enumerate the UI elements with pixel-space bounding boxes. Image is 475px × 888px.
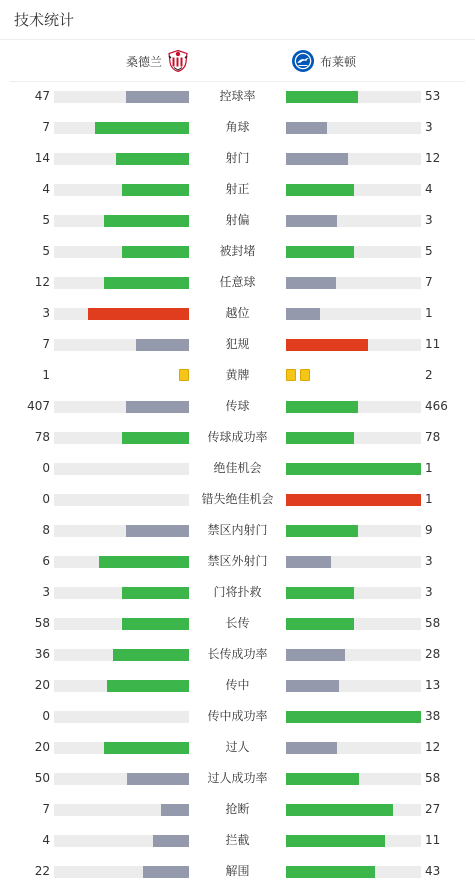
stat-row bbox=[0, 484, 475, 515]
away-value: 11 bbox=[425, 833, 441, 847]
away-value: 3 bbox=[425, 585, 433, 599]
away-value: 78 bbox=[425, 430, 441, 444]
stat-label: 禁区外射门 bbox=[207, 554, 268, 568]
away-value: 3 bbox=[425, 120, 433, 134]
home-bar-track bbox=[54, 432, 189, 444]
stat-label: 抢断 bbox=[225, 802, 250, 816]
home-bar-fill bbox=[122, 246, 190, 258]
stat-label: 传中成功率 bbox=[207, 709, 268, 723]
away-bar-track bbox=[286, 587, 421, 599]
home-bar-track bbox=[54, 463, 189, 475]
yellow-card-icon bbox=[300, 369, 310, 381]
away-value: 27 bbox=[425, 802, 441, 816]
home-bar-fill bbox=[104, 742, 189, 754]
home-bar-fill bbox=[104, 215, 189, 227]
stat-label: 过人成功率 bbox=[207, 771, 268, 785]
stat-row bbox=[0, 825, 475, 856]
stat-row bbox=[0, 639, 475, 670]
home-team[interactable] bbox=[126, 41, 190, 81]
stat-label: 传球 bbox=[225, 399, 250, 413]
page-header bbox=[0, 0, 475, 40]
home-value: 47 bbox=[34, 89, 50, 103]
stat-label: 长传 bbox=[225, 616, 250, 630]
stat-label: 长传成功率 bbox=[207, 647, 268, 661]
home-bar-track bbox=[54, 835, 189, 847]
away-bar-track bbox=[286, 463, 421, 475]
away-team-name: 布莱顿 bbox=[320, 54, 357, 69]
away-bar-track bbox=[286, 649, 421, 661]
away-value: 11 bbox=[425, 337, 441, 351]
away-yellow-cards bbox=[286, 369, 310, 382]
home-value: 7 bbox=[42, 120, 50, 134]
stat-label: 任意球 bbox=[219, 275, 256, 289]
home-bar-fill bbox=[113, 649, 189, 661]
away-value: 4 bbox=[425, 182, 433, 196]
away-bar-track bbox=[286, 122, 421, 134]
home-bar-track bbox=[54, 711, 189, 723]
away-bar-fill bbox=[286, 153, 348, 165]
away-bar-fill bbox=[286, 711, 421, 723]
home-value: 14 bbox=[34, 151, 50, 165]
home-bar-fill bbox=[95, 122, 190, 134]
home-bar-track bbox=[54, 339, 189, 351]
home-value: 22 bbox=[34, 864, 50, 878]
away-value: 9 bbox=[425, 523, 433, 537]
away-value: 58 bbox=[425, 616, 441, 630]
home-bar-fill bbox=[143, 866, 189, 878]
home-value: 3 bbox=[42, 585, 50, 599]
stat-row bbox=[0, 205, 475, 236]
sunderland-crest-icon bbox=[166, 49, 190, 73]
away-bar-track bbox=[286, 277, 421, 289]
home-bar-track bbox=[54, 246, 189, 258]
away-value: 1 bbox=[425, 306, 433, 320]
away-bar-fill bbox=[286, 122, 327, 134]
stat-label: 越位 bbox=[225, 306, 250, 320]
away-bar-fill bbox=[286, 308, 320, 320]
stat-row bbox=[0, 112, 475, 143]
away-bar-fill bbox=[286, 494, 421, 506]
home-bar-track bbox=[54, 742, 189, 754]
home-value: 0 bbox=[42, 492, 50, 506]
home-value: 3 bbox=[42, 306, 50, 320]
stat-row bbox=[0, 267, 475, 298]
stat-row bbox=[0, 329, 475, 360]
away-bar-track bbox=[286, 742, 421, 754]
home-value: 20 bbox=[34, 678, 50, 692]
away-bar-fill bbox=[286, 339, 368, 351]
away-bar-fill bbox=[286, 91, 358, 103]
away-value: 43 bbox=[425, 864, 441, 878]
stat-label: 禁区内射门 bbox=[207, 523, 268, 537]
stat-label: 拦截 bbox=[225, 833, 250, 847]
stat-row bbox=[0, 298, 475, 329]
home-bar-fill bbox=[116, 153, 189, 165]
home-bar-fill bbox=[153, 835, 189, 847]
home-bar-track bbox=[54, 184, 189, 196]
away-bar-track bbox=[286, 711, 421, 723]
away-bar-fill bbox=[286, 649, 345, 661]
stat-label: 错失绝佳机会 bbox=[201, 492, 274, 506]
stat-label: 绝佳机会 bbox=[213, 461, 262, 475]
home-team-name: 桑德兰 bbox=[125, 54, 162, 69]
away-value: 5 bbox=[425, 244, 433, 258]
away-bar-fill bbox=[286, 618, 354, 630]
yellow-card-icon bbox=[179, 369, 189, 381]
stat-row bbox=[0, 174, 475, 205]
stat-label: 射门 bbox=[225, 151, 250, 165]
away-value: 38 bbox=[425, 709, 441, 723]
away-bar-track bbox=[286, 339, 421, 351]
home-bar-track bbox=[54, 804, 189, 816]
away-bar-track bbox=[286, 525, 421, 537]
home-value: 20 bbox=[34, 740, 50, 754]
teams-header bbox=[10, 41, 465, 82]
home-bar-track bbox=[54, 618, 189, 630]
away-value: 12 bbox=[425, 151, 441, 165]
home-yellow-cards bbox=[179, 369, 189, 382]
away-bar-track bbox=[286, 184, 421, 196]
away-value: 1 bbox=[425, 492, 433, 506]
stat-row bbox=[0, 701, 475, 732]
home-bar-fill bbox=[127, 773, 189, 785]
home-value: 1 bbox=[42, 368, 50, 382]
away-bar-fill bbox=[286, 587, 354, 599]
home-bar-fill bbox=[107, 680, 189, 692]
away-bar-track bbox=[286, 432, 421, 444]
away-value: 58 bbox=[425, 771, 441, 785]
away-value: 3 bbox=[425, 554, 433, 568]
home-bar-fill bbox=[122, 432, 190, 444]
away-bar-track bbox=[286, 866, 421, 878]
home-bar-fill bbox=[161, 804, 189, 816]
home-value: 5 bbox=[42, 244, 50, 258]
home-value: 8 bbox=[42, 523, 50, 537]
home-bar-fill bbox=[126, 401, 189, 413]
away-bar-fill bbox=[286, 556, 331, 568]
away-bar-track bbox=[286, 773, 421, 785]
away-bar-track bbox=[286, 246, 421, 258]
home-value: 12 bbox=[34, 275, 50, 289]
away-bar-fill bbox=[286, 804, 393, 816]
home-bar-track bbox=[54, 91, 189, 103]
stat-label: 射偏 bbox=[225, 213, 250, 227]
away-bar-fill bbox=[286, 401, 358, 413]
away-bar-track bbox=[286, 618, 421, 630]
home-bar-track bbox=[54, 494, 189, 506]
away-bar-fill bbox=[286, 463, 421, 475]
stat-label: 控球率 bbox=[219, 89, 256, 103]
home-bar-fill bbox=[122, 618, 190, 630]
stat-row bbox=[0, 763, 475, 794]
stat-label: 犯规 bbox=[225, 337, 250, 351]
home-bar-track bbox=[54, 556, 189, 568]
away-bar-fill bbox=[286, 835, 385, 847]
home-value: 78 bbox=[34, 430, 50, 444]
away-bar-fill bbox=[286, 525, 358, 537]
stat-label: 角球 bbox=[225, 120, 250, 134]
away-value: 1 bbox=[425, 461, 433, 475]
away-bar-track bbox=[286, 680, 421, 692]
away-bar-fill bbox=[286, 680, 339, 692]
away-bar-track bbox=[286, 215, 421, 227]
away-bar-track bbox=[286, 153, 421, 165]
away-bar-fill bbox=[286, 184, 354, 196]
away-bar-fill bbox=[286, 215, 337, 227]
stat-row bbox=[0, 453, 475, 484]
stat-row bbox=[0, 794, 475, 825]
home-value: 50 bbox=[34, 771, 50, 785]
home-value: 0 bbox=[42, 709, 50, 723]
away-value: 3 bbox=[425, 213, 433, 227]
stat-row bbox=[0, 546, 475, 577]
home-value: 36 bbox=[34, 647, 50, 661]
home-value: 6 bbox=[42, 554, 50, 568]
brighton-crest-icon bbox=[291, 49, 315, 73]
home-bar-fill bbox=[122, 184, 190, 196]
away-bar-track bbox=[286, 804, 421, 816]
home-bar-track bbox=[54, 401, 189, 413]
home-bar-fill bbox=[136, 339, 189, 351]
stat-row bbox=[0, 577, 475, 608]
home-bar-track bbox=[54, 525, 189, 537]
stat-label: 射正 bbox=[225, 182, 250, 196]
stats-list bbox=[0, 81, 475, 887]
away-bar-fill bbox=[286, 277, 336, 289]
stat-label: 传球成功率 bbox=[207, 430, 268, 444]
home-bar-fill bbox=[122, 587, 190, 599]
home-value: 0 bbox=[42, 461, 50, 475]
stat-row bbox=[0, 515, 475, 546]
home-value: 4 bbox=[42, 833, 50, 847]
stat-label: 过人 bbox=[225, 740, 250, 754]
home-bar-fill bbox=[126, 91, 189, 103]
stat-row bbox=[0, 236, 475, 267]
away-bar-fill bbox=[286, 432, 354, 444]
away-bar-track bbox=[286, 494, 421, 506]
home-bar-track bbox=[54, 866, 189, 878]
stat-label: 门将扑救 bbox=[213, 585, 262, 599]
away-team[interactable] bbox=[291, 41, 356, 81]
home-value: 7 bbox=[42, 802, 50, 816]
home-bar-track bbox=[54, 122, 189, 134]
away-bar-track bbox=[286, 835, 421, 847]
stat-label: 解围 bbox=[225, 864, 250, 878]
home-bar-fill bbox=[126, 525, 189, 537]
away-value: 28 bbox=[425, 647, 441, 661]
away-value: 466 bbox=[425, 399, 448, 413]
stat-label: 黄牌 bbox=[225, 368, 250, 382]
home-value: 5 bbox=[42, 213, 50, 227]
home-bar-track bbox=[54, 649, 189, 661]
home-bar-track bbox=[54, 680, 189, 692]
stat-row bbox=[0, 81, 475, 112]
away-bar-track bbox=[286, 556, 421, 568]
yellow-card-icon bbox=[286, 369, 296, 381]
home-bar-track bbox=[54, 773, 189, 785]
stat-row bbox=[0, 670, 475, 701]
away-bar-track bbox=[286, 91, 421, 103]
stat-row bbox=[0, 856, 475, 887]
away-bar-fill bbox=[286, 742, 337, 754]
stat-row bbox=[0, 360, 475, 391]
away-bar-track bbox=[286, 308, 421, 320]
stat-row bbox=[0, 422, 475, 453]
stat-row bbox=[0, 391, 475, 422]
away-bar-fill bbox=[286, 866, 375, 878]
home-bar-track bbox=[54, 277, 189, 289]
home-value: 7 bbox=[42, 337, 50, 351]
home-value: 58 bbox=[34, 616, 50, 630]
stat-row bbox=[0, 143, 475, 174]
home-bar-fill bbox=[104, 277, 189, 289]
home-bar-track bbox=[54, 153, 189, 165]
stat-row bbox=[0, 608, 475, 639]
home-value: 4 bbox=[42, 182, 50, 196]
stat-label: 被封堵 bbox=[219, 244, 256, 258]
away-value: 7 bbox=[425, 275, 433, 289]
stat-label: 传中 bbox=[225, 678, 250, 692]
away-bar-track bbox=[286, 401, 421, 413]
away-value: 12 bbox=[425, 740, 441, 754]
away-bar-fill bbox=[286, 773, 359, 785]
home-bar-track bbox=[54, 308, 189, 320]
home-bar-track bbox=[54, 587, 189, 599]
stat-row bbox=[0, 732, 475, 763]
away-bar-fill bbox=[286, 246, 354, 258]
home-bar-track bbox=[54, 215, 189, 227]
away-value: 53 bbox=[425, 89, 441, 103]
away-value: 13 bbox=[425, 678, 441, 692]
home-value: 407 bbox=[27, 399, 50, 413]
home-bar-fill bbox=[99, 556, 189, 568]
away-value: 2 bbox=[425, 368, 433, 382]
page-title: 技术统计 bbox=[14, 11, 75, 29]
home-bar-fill bbox=[88, 308, 189, 320]
